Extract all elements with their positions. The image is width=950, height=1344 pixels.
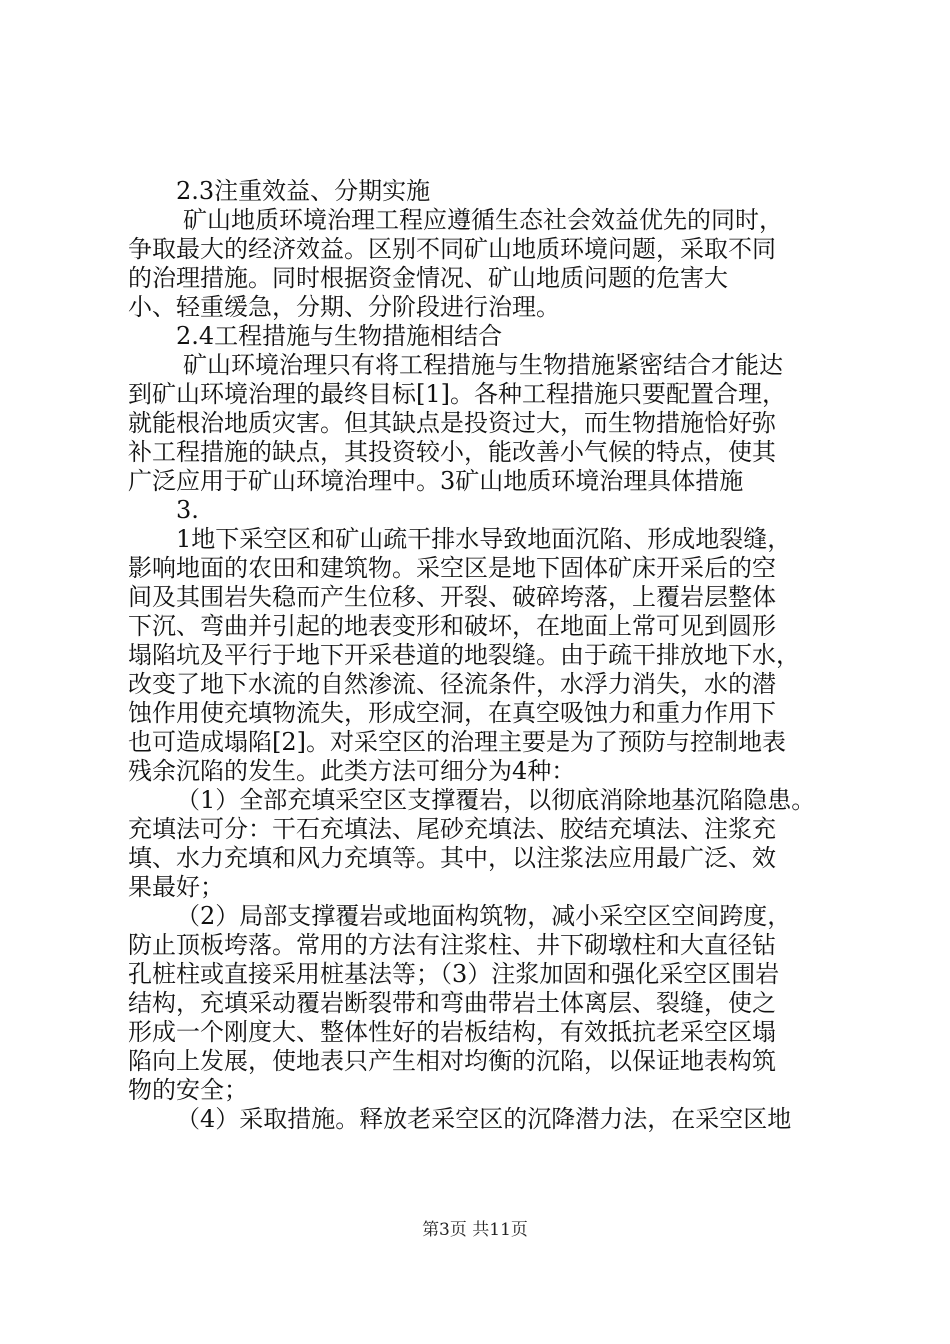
- list-item-4: （4）采取措施。释放老采空区的沉降潜力法，在采空区地: [176, 1105, 792, 1133]
- page-number-footer: 第3页 共11页: [422, 1220, 528, 1240]
- heading-2-3: 2.3注重效益、分期实施: [176, 177, 431, 205]
- body-line: 就能根治地质灾害。但其缺点是投资过大，而生物措施恰好弥: [128, 409, 776, 437]
- heading-3: 3.: [176, 496, 199, 524]
- body-line: 残余沉陷的发生。此类方法可细分为4种：: [128, 757, 576, 785]
- body-line: 塌陷坑及平行于地下开采巷道的地裂缝。由于疏干排放地下水，: [128, 641, 800, 669]
- body-line: 结构，充填采动覆岩断裂带和弯曲带岩土体离层、裂缝，使之: [128, 989, 776, 1017]
- body-line: 补工程措施的缺点，其投资较小，能改善小气候的特点，使其: [128, 438, 776, 466]
- body-line: 填、水力充填和风力充填等。其中，以注浆法应用最广泛、效: [128, 844, 776, 872]
- body-line: 矿山地质环境治理工程应遵循生态社会效益优先的同时，: [183, 206, 783, 234]
- body-line: 蚀作用使充填物流失，形成空洞，在真空吸蚀力和重力作用下: [128, 699, 776, 727]
- body-line: 孔桩柱或直接采用桩基法等；（3）注浆加固和强化采空区围岩: [128, 960, 780, 988]
- body-line: 下沉、弯曲并引起的地表变形和破坏，在地面上常可见到圆形: [128, 612, 776, 640]
- body-line: 也可造成塌陷[2]。对采空区的治理主要是为了预防与控制地表: [128, 728, 786, 756]
- body-line: 矿山环境治理只有将工程措施与生物措施紧密结合才能达: [183, 351, 783, 379]
- body-line: 陷向上发展，使地表只产生相对均衡的沉陷，以保证地表构筑: [128, 1047, 776, 1075]
- list-item-2: （2）局部支撑覆岩或地面构筑物，减小采空区空间跨度，: [176, 902, 792, 930]
- body-line: 争取最大的经济效益。区别不同矿山地质环境问题，采取不同: [128, 235, 776, 263]
- body-line: 充填法可分：干石充填法、尾砂充填法、胶结充填法、注浆充: [128, 815, 776, 843]
- body-line: 到矿山环境治理的最终目标[1]。各种工程措施只要配置合理，: [128, 380, 786, 408]
- body-line: 防止顶板垮落。常用的方法有注浆柱、井下砌墩柱和大直径钻: [128, 931, 776, 959]
- body-line: 影响地面的农田和建筑物。采空区是地下固体矿床开采后的空: [128, 554, 776, 582]
- list-item-1: （1）全部充填采空区支撑覆岩，以彻底消除地基沉陷隐患。: [176, 786, 816, 814]
- body-line: 形成一个刚度大、整体性好的岩板结构，有效抵抗老采空区塌: [128, 1018, 776, 1046]
- body-line: 小、轻重缓急，分期、分阶段进行治理。: [128, 293, 560, 321]
- body-line: 改变了地下水流的自然渗流、径流条件，水浮力消失，水的潜: [128, 670, 776, 698]
- heading-2-4: 2.4工程措施与生物措施相结合: [176, 322, 503, 350]
- body-line: 果最好；: [128, 873, 224, 901]
- body-line: 间及其围岩失稳而产生位移、开裂、破碎垮落，上覆岩层整体: [128, 583, 776, 611]
- body-line: 物的安全；: [128, 1076, 248, 1104]
- body-line: 1地下采空区和矿山疏干排水导致地面沉陷、形成地裂缝，: [176, 525, 792, 553]
- body-line: 广泛应用于矿山环境治理中。3矿山地质环境治理具体措施: [128, 467, 744, 495]
- body-line: 的治理措施。同时根据资金情况、矿山地质问题的危害大: [128, 264, 728, 292]
